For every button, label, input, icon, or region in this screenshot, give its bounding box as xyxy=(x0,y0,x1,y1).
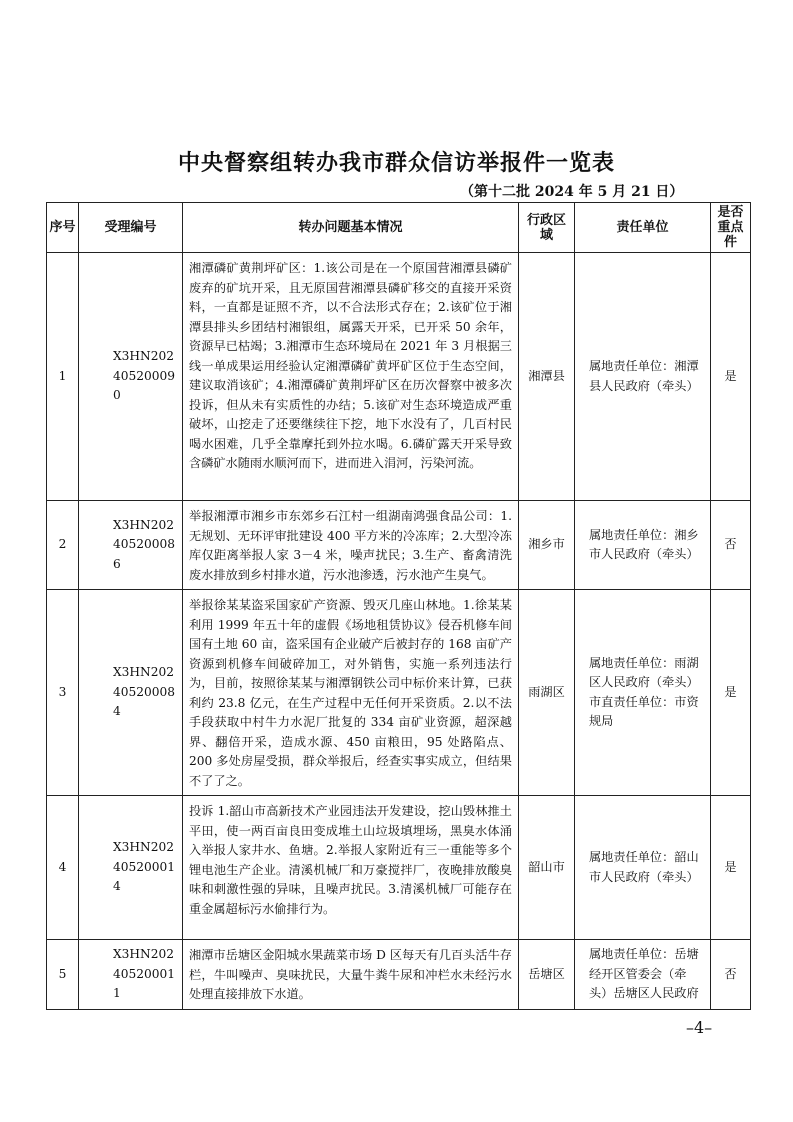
header-region: 行政区域 xyxy=(519,203,575,253)
header-desc: 转办问题基本情况 xyxy=(183,203,519,253)
header-unit: 责任单位 xyxy=(575,203,711,253)
table-row xyxy=(47,940,751,1010)
row-region: 湘潭县 xyxy=(519,253,575,501)
row-seq: 2 xyxy=(47,501,79,590)
row-code: X3HN202405200011 xyxy=(79,940,183,1010)
row-region: 湘乡市 xyxy=(519,501,575,590)
row-unit: 属地责任单位：湘潭县人民政府（牵头） xyxy=(575,253,711,501)
row-unit: 属地责任单位：湘乡市人民政府（牵头） xyxy=(575,501,711,590)
row-region: 雨湖区 xyxy=(519,590,575,796)
row-region: 岳塘区 xyxy=(519,940,575,1010)
row-key: 是 xyxy=(711,253,751,501)
row-desc: 湘潭磷矿黄荆坪矿区：1.该公司是在一个原国营湘潭县磷矿废弃的矿坑开采，且无原国营湘潭县磷矿移交的直接开采资料，一直都是证照不齐，以不合法形式存在；2.该矿位于湘潭县排头乡团结村湘银组，属露天开采，已开采 50 余年，资源早已枯竭；3.湘潭市生态环境局在 2021 年 3 月根据三线一单成果运用经验认定湘潭磷矿黄坪矿区位于生态空间，建议取消该矿；4.湘潭磷矿黄荆坪矿区在历次督察中被多次投诉，但从未有实质性的办结；5.该矿对生态环境造成严重破坏，山挖走了还要继续往下挖，地下水没有了，几百村民喝水困难，几乎全靠摩托到外拉水喝。6.磷矿露天开采导致含磷矿水随雨水顺河而下，进而进入涓河，污染河流。 xyxy=(183,253,519,501)
header-seq: 序号 xyxy=(47,203,79,253)
batch-subtitle: （第十二批 2024 年 5 月 21 日） xyxy=(460,184,684,200)
row-region: 韶山市 xyxy=(519,796,575,940)
table-row xyxy=(47,253,751,501)
row-unit: 属地责任单位：岳塘经开区管委会（牵头）岳塘区人民政府 xyxy=(575,940,711,1010)
row-desc: 投诉 1.韶山市高新技术产业园违法开发建设，挖山毁林推土平田，使一两百亩良田变成堆土山垃圾填埋场，黑臭水体涌入举报人家井水、鱼塘。2.举报人家附近有三一重能等多个锂电池生产企业。清溪机械厂和万豪搅拌厂，夜晚排放酸臭味和刺激性强的异味，且噪声扰民。3.清溪机械厂可能存在重金属超标污水偷排行为。 xyxy=(183,796,519,940)
row-seq: 1 xyxy=(47,253,79,501)
row-code: X3HN202405200086 xyxy=(79,501,183,590)
row-code: X3HN202405200084 xyxy=(79,590,183,796)
row-desc: 举报徐某某盗采国家矿产资源、毁灭几座山林地。1.徐某某利用 1999 年五十年的虚假《场地租赁协议》侵吞机修车间国有土地 60 亩，盗采国有企业破产后被封存的 168 亩矿产资源到机修车间破碎加工，对外销售，实施一系列违法行为，目前，按照徐某某与湘潭钢铁公司中标价来计算，已获利约 23.8 亿元，在生产过程中无任何开采资质。2.以不法手段获取中村牛力水泥厂批复的 334 亩矿业资源，超深越界、翻倍开采，造成水源、450 亩粮田，95 处路陷点、200 多处房屋受损，群众举报后，经查实事实成立，但结果不了了之。 xyxy=(183,590,519,796)
table-row xyxy=(47,796,751,940)
row-desc: 湘潭市岳塘区金阳城水果蔬菜市场 D 区每天有几百头活牛存栏，牛叫噪声、臭味扰民，大量牛粪牛尿和冲栏水未经污水处理直接排放下水道。 xyxy=(183,940,519,1010)
row-key: 否 xyxy=(711,501,751,590)
row-unit: 属地责任单位：雨湖区人民政府（牵头）市直责任单位：市资规局 xyxy=(575,590,711,796)
row-seq: 3 xyxy=(47,590,79,796)
table-row xyxy=(47,590,751,796)
row-code: X3HN202405200090 xyxy=(79,253,183,501)
row-key: 是 xyxy=(711,796,751,940)
table-header-row xyxy=(47,203,751,253)
row-unit: 属地责任单位：韶山市人民政府（牵头） xyxy=(575,796,711,940)
header-code: 受理编号 xyxy=(79,203,183,253)
row-seq: 5 xyxy=(47,940,79,1010)
header-key: 是否重点件 xyxy=(711,203,751,253)
row-code: X3HN202405200014 xyxy=(79,796,183,940)
row-seq: 4 xyxy=(47,796,79,940)
table-row xyxy=(47,501,751,590)
petition-table xyxy=(46,202,751,1010)
row-desc: 举报湘潭市湘乡市东郊乡石江村一组湖南鸿强食品公司：1.无规划、无环评审批建设 400 平方米的冷冻库；2.大型冷冻库仅距离举报人家 3－4 米，噪声扰民；3.生产、畜禽清洗废水排放到乡村排水道，污水池渗透，污水池产生臭气。 xyxy=(183,501,519,590)
page-number: –4– xyxy=(686,1018,713,1037)
row-key: 否 xyxy=(711,940,751,1010)
document-title: 中央督察组转办我市群众信访举报件一览表 xyxy=(177,150,615,176)
row-key: 是 xyxy=(711,590,751,796)
